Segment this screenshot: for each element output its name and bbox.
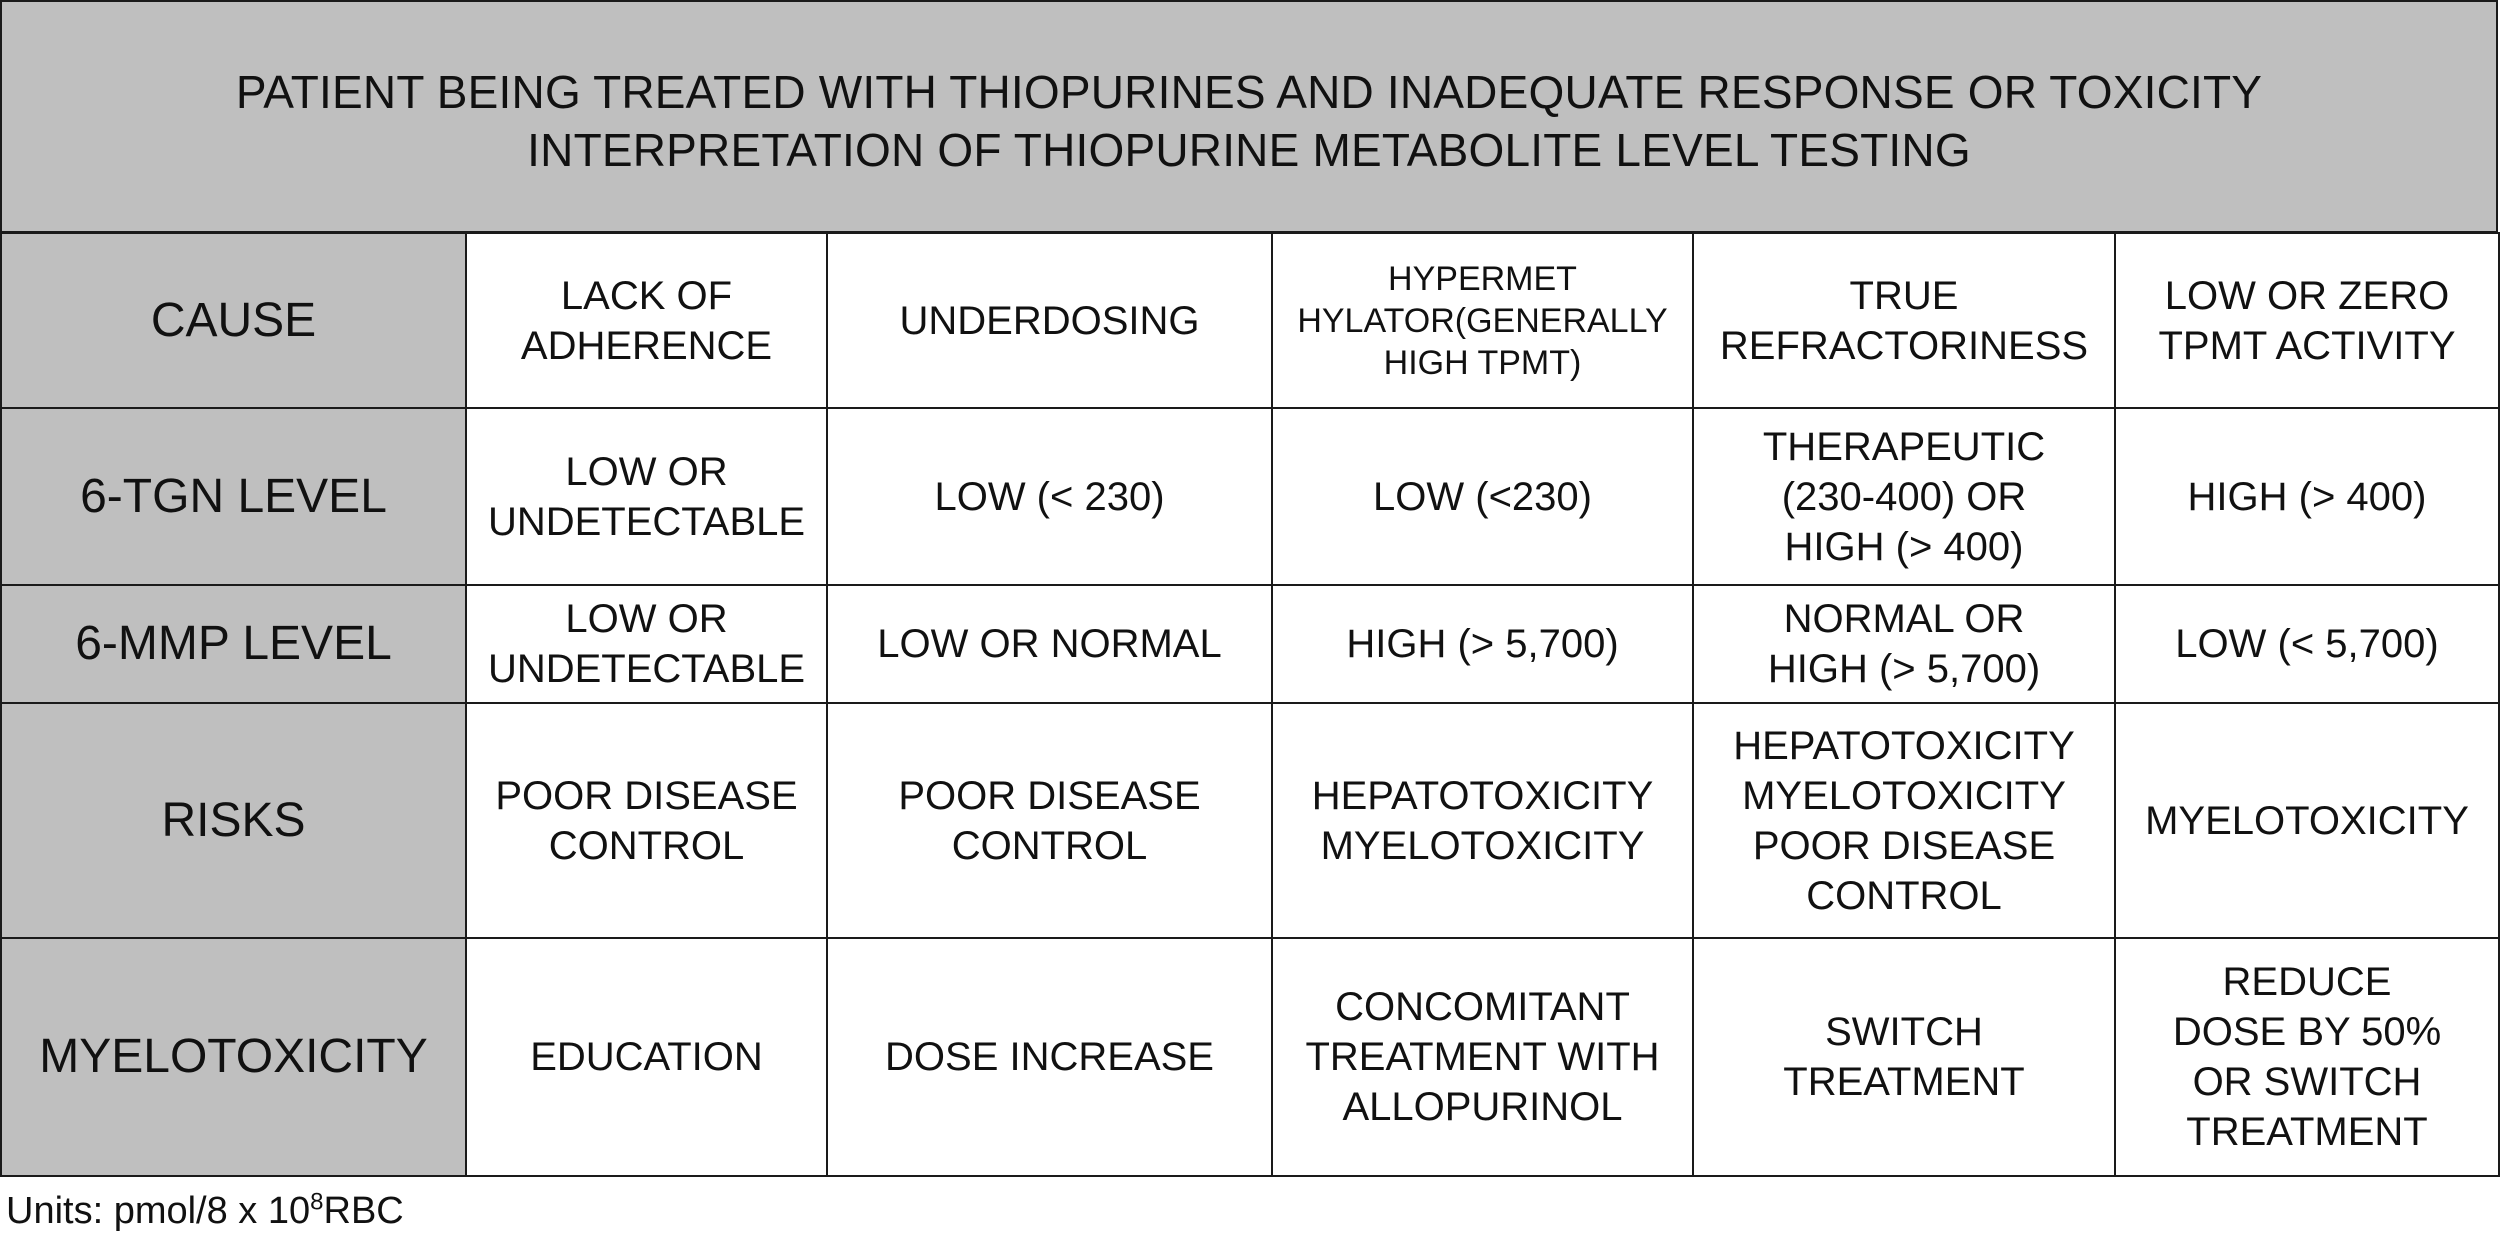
table-cell: LOW OR ZERO TPMT ACTIVITY — [2115, 233, 2499, 408]
units-footnote — [6, 1188, 404, 1234]
table-cell: LOW (<230) — [1272, 408, 1693, 585]
table-row-risks — [1, 703, 2499, 938]
row-header-myelotoxicity: MYELOTOXICITY — [1, 938, 466, 1176]
units-prefix: Units: pmol/8 x 10 — [6, 1190, 311, 1232]
table-cell: TRUE REFRACTORINESS — [1693, 233, 2115, 408]
interpretation-table — [0, 232, 2500, 1177]
table-cell: THERAPEUTIC (230-400) OR HIGH (> 400) — [1693, 408, 2115, 585]
row-header-risks: RISKS — [1, 703, 466, 938]
table-cell: HIGH (> 400) — [2115, 408, 2499, 585]
table-cell: POOR DISEASE CONTROL — [827, 703, 1272, 938]
row-header-6tgn-level: 6-TGN LEVEL — [1, 408, 466, 585]
table-cell: HEPATOTOXICITY MYELOTOXICITY — [1272, 703, 1693, 938]
table-cell: POOR DISEASE CONTROL — [466, 703, 827, 938]
table-cell: LOW OR UNDETECTABLE — [466, 585, 827, 703]
table-cell: LOW (< 230) — [827, 408, 1272, 585]
table-row-cause — [1, 233, 2499, 408]
table-cell: LOW (< 5,700) — [2115, 585, 2499, 703]
table-cell: UNDERDOSING — [827, 233, 1272, 408]
table-row-6mmp — [1, 585, 2499, 703]
table-cell: NORMAL OR HIGH (> 5,700) — [1693, 585, 2115, 703]
units-suffix: RBC — [323, 1190, 404, 1232]
row-header-6mmp-level: 6-MMP LEVEL — [1, 585, 466, 703]
title-line-1: PATIENT BEING TREATED WITH THIOPURINES AND INADEQUATE RESPONSE OR TOXICITY — [235, 65, 2263, 118]
table-cell: LOW OR UNDETECTABLE — [466, 408, 827, 585]
table-cell: MYELOTOXICITY — [2115, 703, 2499, 938]
row-header-cause: CAUSE — [1, 233, 466, 408]
table-cell: CONCOMITANT TREATMENT WITH ALLOPURINOL — [1272, 938, 1693, 1176]
table-cell: LOW OR NORMAL — [827, 585, 1272, 703]
units-exponent: 8 — [310, 1188, 324, 1216]
table-cell: EDUCATION — [466, 938, 827, 1176]
table-row-6tgn — [1, 408, 2499, 585]
table-cell: HIGH (> 5,700) — [1272, 585, 1693, 703]
table-cell: SWITCH TREATMENT — [1693, 938, 2115, 1176]
table-cell: DOSE INCREASE — [827, 938, 1272, 1176]
table-cell: HEPATOTOXICITY MYELOTOXICITY POOR DISEASE CONTROL — [1693, 703, 2115, 938]
table-cell: HYPERMET HYLATOR(GENERALLY HIGH TPMT) — [1272, 233, 1693, 408]
table-cell: REDUCE DOSE BY 50% OR SWITCH TREATMENT — [2115, 938, 2499, 1176]
table-cell: LACK OF ADHERENCE — [466, 233, 827, 408]
table-title-banner — [0, 0, 2498, 233]
table-row-myelotoxicity — [1, 938, 2499, 1176]
title-line-2: INTERPRETATION OF THIOPURINE METABOLITE LEVEL TESTING — [527, 123, 1971, 176]
